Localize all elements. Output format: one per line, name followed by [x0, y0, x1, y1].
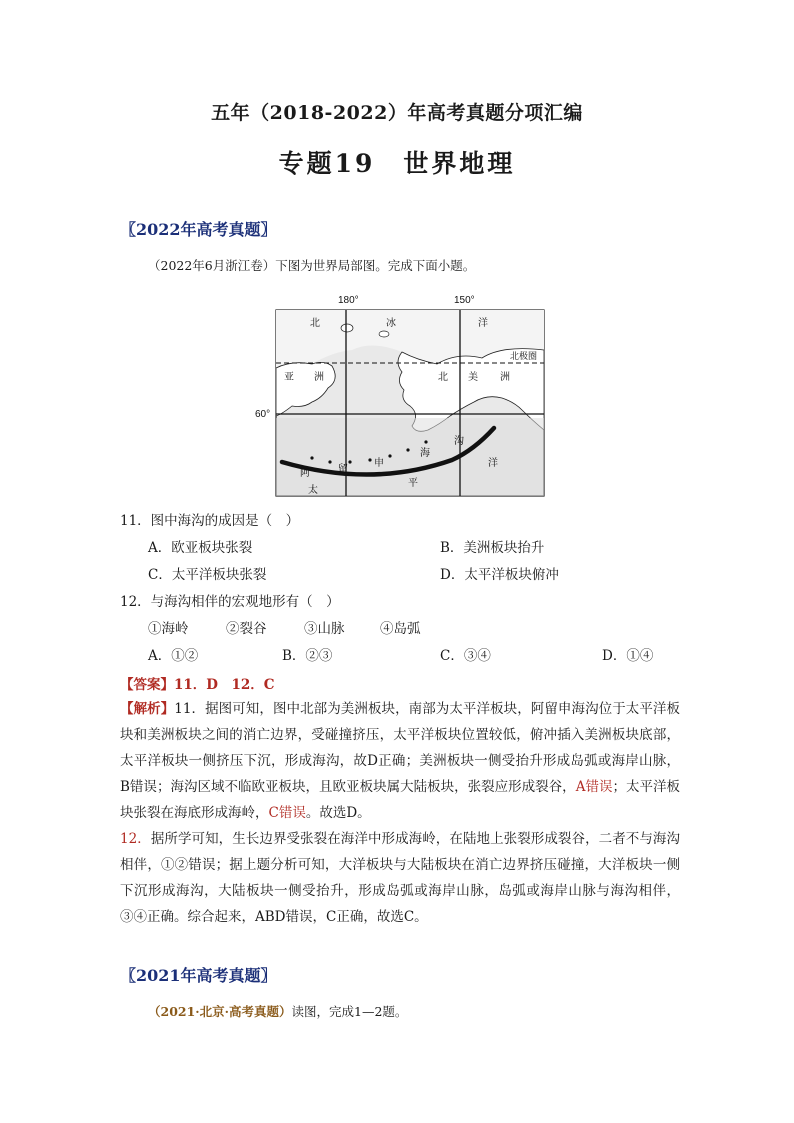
- map-label: 洲: [314, 372, 324, 383]
- map-label: 太: [308, 485, 318, 496]
- q12-item-4: ④岛弧: [380, 621, 421, 637]
- q12-item-1: ①海岭: [148, 621, 189, 637]
- q11-option-c[interactable]: C．太平洋板块张裂: [148, 567, 267, 583]
- q12-option-d[interactable]: D．①④: [602, 648, 654, 664]
- map-label: 洲: [500, 372, 510, 383]
- lat-label-60: 60°: [255, 409, 271, 420]
- intro-source-tag: （2022年6月浙江卷）: [148, 258, 276, 273]
- q11-option-d[interactable]: D．太平洋板块俯冲: [440, 567, 559, 583]
- question-12-stem: 12．与海沟相伴的宏观地形有（ ）: [120, 594, 340, 610]
- analysis-text: 11．据图可知，图中北部为美洲板块，南部为太平洋板块，阿留申海沟位于太平洋板块和美洲板块之间的消亡边界，受碰撞挤压，太平洋板块位置较低，俯冲插入美洲板块底部，太平洋板块一侧挤压下沉，形成海沟，故D正确；美洲板块一侧受抬升形成岛弧或海岸山脉，B错误；海沟区域不临欧亚板块，且欧亚板块属大陆板块，张裂应形成裂谷，: [120, 701, 680, 795]
- document-title: 五年（2018-2022）年高考真题分项汇编: [211, 102, 583, 124]
- map-label: 亚: [284, 372, 294, 383]
- analysis-text: 据所学可知，生长边界受张裂在海洋中形成海岭，在陆地上张裂形成裂谷，二者不与海沟相伴，①②错误；据上题分析可知，大洋板块与大陆板块在消亡边界挤压碰撞，大洋板块一侧下沉形成海沟，大陆板块一侧受抬升，形成岛弧或海岸山脉，岛弧或海岸山脉与海沟相伴，③④正确。综合起来，ABD错误，C正确，故选C。: [120, 831, 680, 925]
- map-label: 冰: [386, 318, 396, 329]
- map-label: 申: [374, 458, 384, 469]
- analysis-paragraph-1: [120, 696, 680, 826]
- analysis-paragraph-2: [120, 826, 680, 930]
- map-label: 海: [420, 448, 430, 459]
- analysis-highlight: A错误: [575, 779, 613, 795]
- answer-text: 11．D 12．C: [174, 677, 275, 693]
- intro-text: 读图，完成1—2题。: [291, 1004, 408, 1019]
- answer-label: 【答案】: [120, 677, 174, 693]
- q12-option-a[interactable]: A．①②: [148, 648, 199, 664]
- question-intro-2021: [148, 1002, 407, 1020]
- chapter-title: 专题19 世界地理: [278, 149, 516, 178]
- island: [341, 324, 353, 332]
- lon-label-150: 150°: [454, 295, 475, 306]
- map-label: 留: [338, 464, 348, 475]
- analysis-text: 。故选D。: [305, 805, 371, 821]
- map-label: 北: [310, 318, 320, 329]
- q12-item-2: ②裂谷: [226, 621, 267, 637]
- q12-item-3: ③山脉: [304, 621, 345, 637]
- map-label: 平: [408, 478, 418, 489]
- map-label: 北: [438, 372, 448, 383]
- map-label: 沟: [454, 436, 464, 447]
- intro-source-tag: （2021·北京·高考真题）: [148, 1004, 292, 1019]
- map-label: 阿: [300, 468, 310, 479]
- q11-option-b[interactable]: B．美洲板块抬升: [440, 540, 545, 556]
- island: [379, 331, 389, 337]
- world-map-figure: [252, 290, 552, 500]
- map-svg: [252, 290, 552, 500]
- analysis-text: ；太平洋板块张裂在海底形成海岭，: [120, 779, 681, 821]
- q11-option-a[interactable]: A．欧亚板块张裂: [148, 540, 253, 556]
- question-intro-2022: [148, 256, 475, 274]
- section-heading-2021: 〖2021年高考真题〗: [120, 966, 277, 985]
- q12-option-c[interactable]: C．③④: [440, 648, 491, 664]
- question-11-stem: 11．图中海沟的成因是（ ）: [120, 513, 300, 529]
- intro-text: 下图为世界局部图。完成下面小题。: [275, 258, 476, 273]
- lon-label-180: 180°: [338, 295, 359, 306]
- analysis-highlight: C错误: [268, 805, 306, 821]
- map-label: 美: [468, 372, 478, 383]
- map-label: 洋: [488, 458, 498, 469]
- map-label: 洋: [478, 318, 488, 329]
- section-heading-2022: 〖2022年高考真题〗: [120, 220, 277, 239]
- q12-option-b[interactable]: B．②③: [282, 648, 333, 664]
- analysis-label: 【解析】: [120, 701, 175, 717]
- answer-line: [120, 673, 275, 693]
- map-label-arctic-circle: 北极圈: [510, 351, 538, 361]
- analysis-number: 12．: [120, 831, 151, 847]
